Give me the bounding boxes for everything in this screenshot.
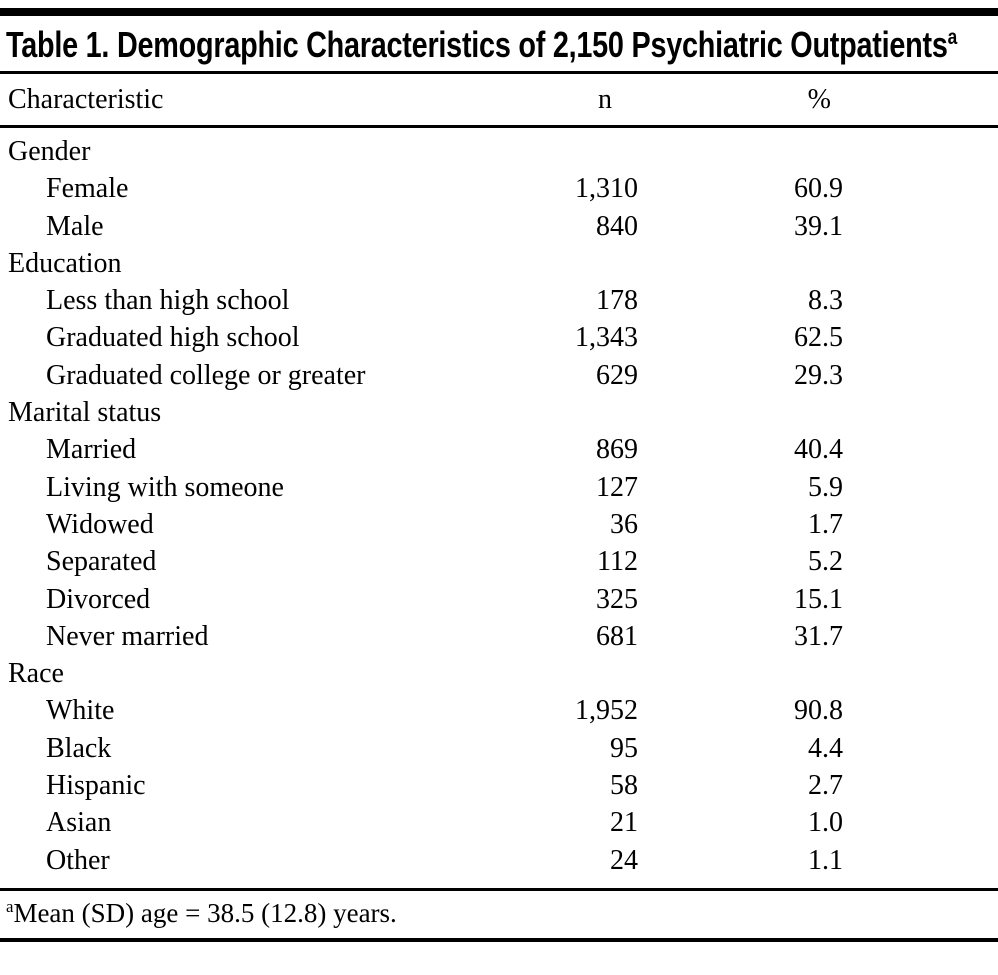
row-label: Asian	[46, 807, 112, 839]
top-rule	[0, 8, 998, 16]
row-percent-value: 5.9	[808, 471, 843, 503]
row-filler	[845, 208, 998, 245]
row-percent-value: 15.1	[794, 583, 843, 615]
row-filler	[845, 543, 998, 580]
demographics-table	[0, 74, 998, 879]
row-filler	[845, 730, 998, 767]
data-row	[0, 767, 998, 804]
row-label: Married	[46, 434, 137, 466]
bottom-rule	[0, 938, 998, 942]
row-label: Graduated college or greater	[46, 359, 366, 391]
data-row	[0, 581, 998, 618]
row-filler	[845, 767, 998, 804]
row-filler	[845, 469, 998, 506]
row-label: White	[46, 695, 115, 727]
row-filler	[845, 842, 998, 879]
data-row	[0, 543, 998, 580]
row-n-value: 178	[596, 285, 638, 317]
row-percent-value: 39.1	[794, 210, 843, 242]
data-row	[0, 804, 998, 841]
table-body	[0, 127, 998, 879]
table-title-text: Table 1. Demographic Characteristics of 2,150 Psychiatric Outpatients	[6, 24, 948, 65]
row-label: Male	[46, 210, 104, 242]
row-filler	[845, 506, 998, 543]
row-percent-value: 31.7	[794, 620, 843, 652]
row-percent-value: 90.8	[794, 695, 843, 727]
column-header-characteristic: Characteristic	[0, 74, 460, 127]
row-n-value: 127	[596, 471, 638, 503]
row-n-value: 1,343	[575, 322, 638, 354]
group-label: Education	[8, 247, 122, 279]
row-n-value: 629	[596, 359, 638, 391]
row-filler	[845, 357, 998, 394]
row-filler	[845, 692, 998, 729]
data-row	[0, 692, 998, 729]
header-row	[0, 74, 998, 127]
row-n-value: 112	[597, 546, 638, 578]
row-label: Graduated high school	[46, 322, 300, 354]
column-header-filler	[845, 74, 998, 127]
row-label: Less than high school	[46, 285, 290, 317]
group-label: Marital status	[8, 397, 162, 429]
row-n-value: 325	[596, 583, 638, 615]
data-row	[0, 431, 998, 468]
row-percent-value: 1.7	[808, 508, 843, 540]
data-row	[0, 282, 998, 319]
row-percent-value: 1.1	[808, 844, 843, 876]
row-percent-value: 1.0	[808, 807, 843, 839]
row-n-value: 95	[610, 732, 638, 764]
row-percent-value: 60.9	[794, 173, 843, 205]
column-header-percent: %	[640, 74, 845, 127]
row-filler	[845, 581, 998, 618]
row-n-value: 36	[610, 508, 638, 540]
row-percent-value: 40.4	[794, 434, 843, 466]
footnote-text: Mean (SD) age = 38.5 (12.8) years.	[13, 897, 397, 928]
row-n-value: 58	[610, 770, 638, 802]
row-n-value: 681	[596, 620, 638, 652]
row-label: Female	[46, 173, 129, 205]
table-title-superscript: a	[947, 24, 958, 49]
row-filler	[845, 319, 998, 356]
table-title	[6, 24, 998, 65]
row-filler	[845, 618, 998, 655]
data-row	[0, 357, 998, 394]
row-percent-value: 5.2	[808, 546, 843, 578]
group-label: Race	[8, 658, 64, 690]
row-label: Divorced	[46, 583, 151, 615]
footnote-superscript: a	[6, 896, 14, 916]
row-label: Other	[46, 844, 110, 876]
group-row	[0, 127, 998, 171]
data-row	[0, 618, 998, 655]
row-percent-value: 29.3	[794, 359, 843, 391]
data-row	[0, 842, 998, 879]
table-footnote	[0, 891, 998, 938]
row-percent-value: 2.7	[808, 770, 843, 802]
row-n-value: 1,952	[575, 695, 638, 727]
row-label: Black	[46, 732, 112, 764]
group-row	[0, 655, 998, 692]
row-filler	[845, 431, 998, 468]
data-row	[0, 208, 998, 245]
row-n-value: 840	[596, 210, 638, 242]
row-n-value: 24	[610, 844, 638, 876]
row-n-value: 869	[596, 434, 638, 466]
data-row	[0, 469, 998, 506]
row-label: Widowed	[46, 508, 154, 540]
row-label: Living with someone	[46, 471, 284, 503]
row-n-value: 21	[610, 807, 638, 839]
row-filler	[845, 804, 998, 841]
row-filler	[845, 282, 998, 319]
row-label: Never married	[46, 620, 209, 652]
row-percent-value: 8.3	[808, 285, 843, 317]
group-row	[0, 394, 998, 431]
data-row	[0, 170, 998, 207]
data-row	[0, 506, 998, 543]
column-header-n: n	[460, 74, 640, 127]
group-row	[0, 245, 998, 282]
data-row	[0, 730, 998, 767]
row-percent-value: 62.5	[794, 322, 843, 354]
row-label: Separated	[46, 546, 157, 578]
data-row	[0, 319, 998, 356]
row-n-value: 1,310	[575, 173, 638, 205]
row-filler	[845, 170, 998, 207]
row-label: Hispanic	[46, 770, 146, 802]
group-label: Gender	[8, 136, 91, 167]
row-percent-value: 4.4	[808, 732, 843, 764]
